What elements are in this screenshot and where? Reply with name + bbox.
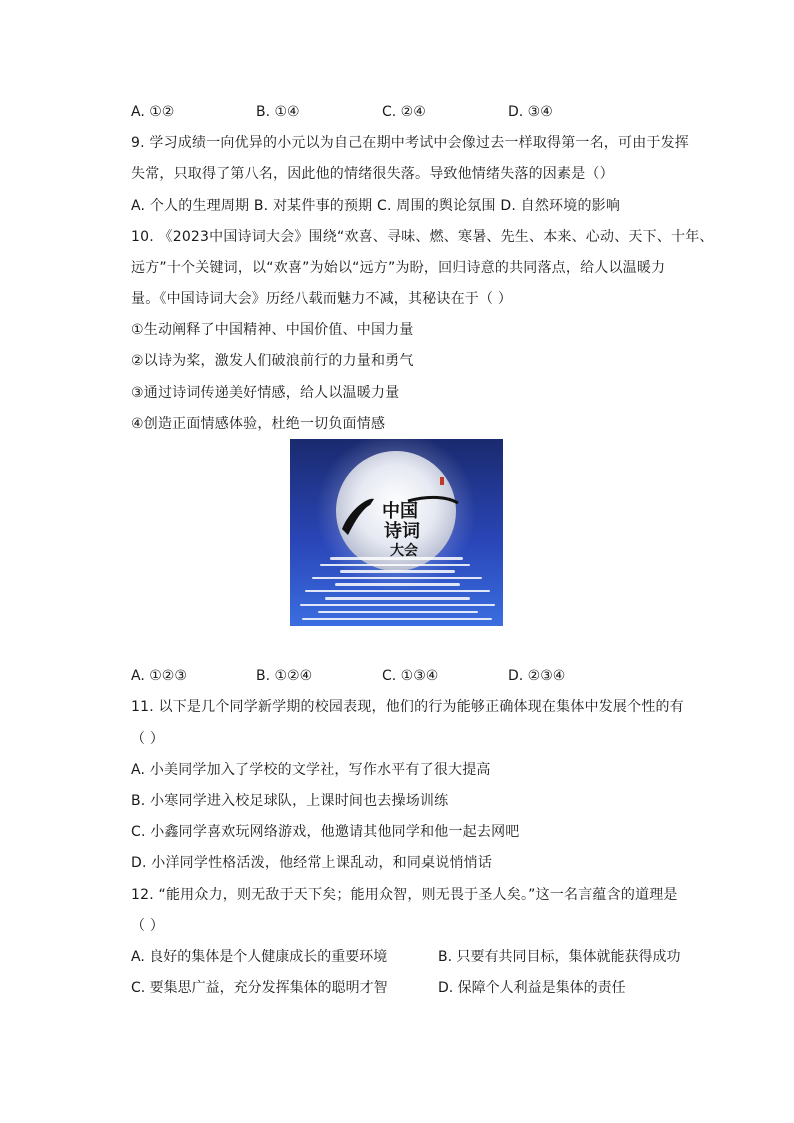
q10-option-b: B. ①②④ (256, 668, 313, 684)
q10-statement-1: ①生动阐释了中国精神、中国价值、中国力量 (131, 322, 414, 338)
q10-stem-line-3: 量。《中国诗词大会》历经八载而魅力不减，其秘诀在于（ ） (131, 291, 513, 307)
q12-option-d: D. 保障个人利益是集体的责任 (438, 980, 626, 996)
q10-stem-line-2: 远方”十个关键词，以“欢喜”为始以“远方”为盼，回归诗意的共同落点，给人以温暖力 (131, 260, 666, 276)
q12-stem-line-1: 12. “能用众力，则无敌于天下矣；能用众智，则无畏于圣人矣。”这一名言蕴含的道理是 (131, 887, 678, 903)
q12-option-b: B. 只要有共同目标，集体就能获得成功 (438, 949, 681, 965)
q8-option-c: C. ②④ (382, 104, 426, 120)
logo-text-3: 大会 (390, 543, 418, 559)
q10-stem-line-1: 10. 《2023中国诗词大会》围绕“欢喜、寻味、燃、寒暑、先生、本来、心动、天下、十年、 (131, 229, 714, 245)
q9-stem-line-1: 9. 学习成绩一向优异的小元以为自己在期中考试中会像过去一样取得第一名，可由于发挥 (131, 135, 690, 151)
q11-option-a: A. 小美同学加入了学校的文学社，写作水平有了很大提高 (131, 762, 491, 778)
q12-stem-line-2: （ ） (131, 918, 165, 934)
q10-option-a: A. ①②③ (131, 668, 187, 684)
q8-option-a: A. ①② (131, 104, 175, 120)
q11-option-d: D. 小洋同学性格活泼，他经常上课乱动，和同桌说悄悄话 (131, 855, 493, 871)
q11-option-c: C. 小鑫同学喜欢玩网络游戏，他邀请其他同学和他一起去网吧 (131, 824, 520, 840)
q8-option-d: D. ③④ (508, 104, 553, 120)
q10-option-d: D. ②③④ (508, 668, 566, 684)
q11-stem-line-1: 11. 以下是几个同学新学期的校园表现，他们的行为能够正确体现在集体中发展个性的有 (131, 699, 684, 715)
q10-statement-3: ③通过诗词传递美好情感，给人以温暖力量 (131, 385, 400, 401)
q8-option-b: B. ①④ (256, 104, 300, 120)
logo-text-1: 中国 (382, 501, 418, 522)
q10-statement-2: ②以诗为桨，激发人们破浪前行的力量和勇气 (131, 353, 414, 369)
poetry-conference-image (290, 439, 503, 626)
q12-option-c: C. 要集思广益，充分发挥集体的聪明才智 (131, 980, 388, 996)
q10-statement-4: ④创造正面情感体验，杜绝一切负面情感 (131, 416, 386, 432)
q11-stem-line-2: （ ） (131, 731, 165, 747)
q10-option-c: C. ①③④ (382, 668, 439, 684)
q11-option-b: B. 小寒同学进入校足球队，上课时间也去操场训练 (131, 793, 449, 809)
q9-stem-line-2: 失常，只取得了第八名，因此他的情绪很失落。导致他情绪失落的因素是（） (131, 166, 614, 182)
q12-option-a: A. 良好的集体是个人健康成长的重要环境 (131, 949, 388, 965)
q9-options: A. 个人的生理周期 B. 对某件事的预期 C. 周围的舆论氛围 D. 自然环境的影响 (131, 198, 621, 214)
logo-text-2: 诗词 (384, 521, 420, 542)
